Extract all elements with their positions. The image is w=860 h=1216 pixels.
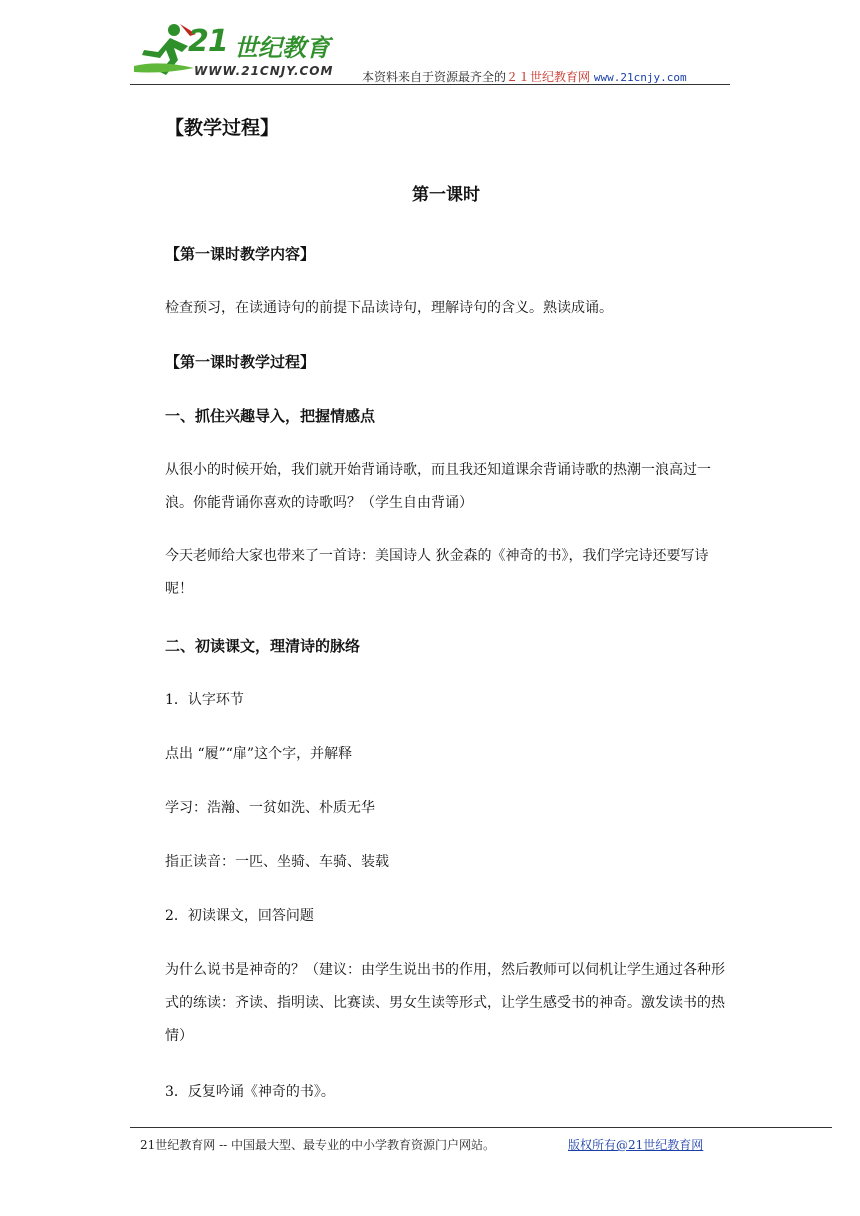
logo-number: 21	[188, 24, 228, 59]
page-header	[130, 20, 730, 86]
tagline-url[interactable]: www.21cnjy.com	[593, 71, 687, 84]
step1-paragraph-1: 从很小的时候开始，我们就开始背诵诗歌，而且我还知道课余背诵诗歌的热潮一浪高过一浪。你能背诵你喜欢的诗歌吗？（学生自由背诵）	[165, 462, 711, 511]
header-tagline	[362, 68, 687, 85]
process-heading: 【第一课时教学过程】	[165, 353, 316, 371]
section-heading: 【教学过程】	[165, 117, 280, 139]
item2-title: 2．初读课文，回答问题	[165, 908, 314, 924]
logo-text: 世纪教育	[234, 34, 330, 62]
step1-heading: 一、抓住兴趣导入，把握情感点	[165, 407, 376, 425]
content-text: 检查预习，在读通诗句的前提下品读诗句，理解诗句的含义。熟读成诵。	[165, 300, 613, 316]
logo-url: WWW.21CNJY.COM	[194, 64, 334, 78]
step1-paragraph-2: 今天老师给大家也带来了一首诗：美国诗人 狄金森的《神奇的书》，我们学完诗还要写诗呢！	[165, 548, 709, 597]
item1-title: 1．认字环节	[165, 692, 244, 708]
footer-text: 21世纪教育网 -- 中国最大型、最专业的中小学教育资源门户网站。	[140, 1138, 496, 1152]
header-divider	[130, 84, 730, 85]
tagline-brand[interactable]: ２１世纪教育网	[506, 70, 591, 84]
item1-line-1: 点出 “履”“扉”这个字，并解释	[165, 746, 353, 762]
step2-heading: 二、初读课文，理清诗的脉络	[165, 637, 361, 655]
item1-line-3: 指正读音：一匹、坐骑、车骑、装载	[165, 854, 389, 870]
lesson-title: 第一课时	[412, 185, 480, 205]
tagline-prefix: 本资料来自于资源最齐全的	[362, 70, 507, 84]
content-heading: 【第一课时教学内容】	[165, 245, 316, 263]
item3-title: 3．反复吟诵《神奇的书》。	[165, 1084, 335, 1100]
copyright-link[interactable]: 版权所有@21世纪教育网	[568, 1138, 704, 1152]
item1-line-2: 学习：浩瀚、一贫如洗、朴质无华	[165, 800, 375, 816]
site-logo[interactable]	[130, 20, 340, 82]
footer-divider	[130, 1127, 832, 1128]
item2-paragraph: 为什么说书是神奇的？（建议：由学生说出书的作用，然后教师可以伺机让学生通过各种形式的练读：齐读、指明读、比赛读、男女生读等形式，让学生感受书的神奇。激发读书的热情）	[165, 962, 725, 1044]
